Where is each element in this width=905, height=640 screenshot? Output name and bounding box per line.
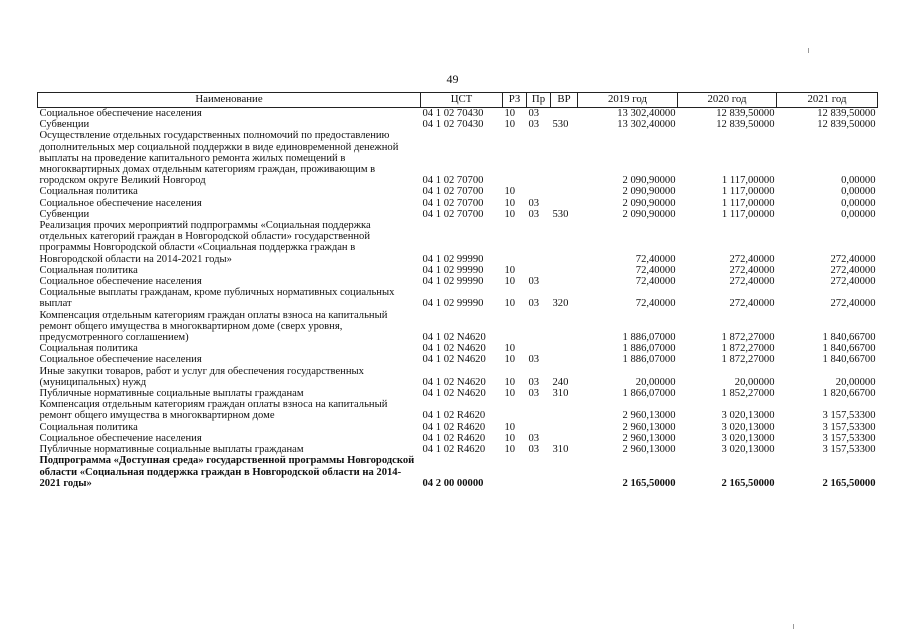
row-2019: 72,40000	[635, 298, 676, 310]
row-rz	[503, 399, 527, 421]
row-rz: 10	[504, 108, 516, 119]
row-2021: 272,40000	[830, 298, 876, 310]
row-2019: 72,40000	[635, 264, 676, 276]
row-2021: 0,00000	[841, 175, 876, 187]
row-vr	[551, 220, 578, 265]
row-cst: 04 1 02 N4620	[422, 332, 486, 344]
table-header-row	[38, 93, 878, 108]
header-rz: РЗ	[503, 93, 527, 108]
row-2020: 1 117,00000	[721, 208, 775, 220]
row-pr: 03	[528, 354, 540, 366]
header-2020: 2020 год	[678, 93, 777, 108]
row-vr	[551, 265, 578, 276]
table-row	[38, 130, 878, 186]
row-2019: 1 866,07000	[622, 388, 676, 400]
row-2021: 0,00000	[841, 186, 876, 198]
table-row	[38, 388, 878, 399]
row-name: Компенсация отдельным категориям граждан оплаты взноса на капитальный ремонт общего имущества в многоквартирном доме (сверх уровня, предусмотренного соглашением)	[39, 309, 388, 344]
row-name: Социальное обеспечение населения	[39, 276, 202, 288]
table-row	[38, 366, 878, 388]
row-vr	[551, 130, 578, 186]
row-cst: 04 1 02 70700	[422, 197, 484, 209]
row-rz	[503, 310, 527, 344]
table-row	[38, 310, 878, 344]
row-2021: 272,40000	[830, 253, 876, 265]
row-vr: 530	[552, 208, 569, 220]
row-name: Осуществление отдельных государственных полномочий по предоставлению дополнительных мер социальной поддержки в виде единовременной денежной выплаты на проведение капитального ремонта жилых помещений в многоквартирных домах отдельным категориям граждан, проживающим в городском округе Великий Новгород	[39, 130, 399, 187]
row-rz: 10	[504, 432, 516, 444]
row-pr	[527, 399, 551, 421]
row-2020: 1 117,00000	[721, 197, 775, 209]
row-name: Компенсация отдельным категориям граждан оплаты взноса на капитальный ремонт общего имущества в многоквартирном доме	[39, 399, 388, 422]
row-rz: 10	[504, 208, 516, 220]
row-2019: 2 960,13000	[622, 421, 676, 433]
row-2019: 2 960,13000	[622, 432, 676, 444]
table-row	[38, 108, 878, 120]
row-2021: 1 820,66700	[822, 388, 876, 400]
row-rz: 10	[504, 388, 516, 400]
row-2020: 1 117,00000	[721, 175, 775, 187]
row-vr	[551, 276, 578, 287]
row-2019: 2 090,90000	[622, 208, 676, 220]
table-body	[38, 108, 878, 489]
row-2019: 2 165,50000	[622, 477, 676, 489]
row-vr: 310	[552, 388, 569, 400]
row-name: Публичные нормативные социальные выплаты гражданам	[39, 388, 304, 400]
row-rz: 10	[504, 197, 516, 209]
row-name: Социальное обеспечение населения	[39, 432, 202, 444]
table-row	[38, 455, 878, 489]
row-pr	[527, 220, 551, 265]
row-rz	[503, 130, 527, 186]
table-row	[38, 287, 878, 309]
row-name: Социальная политика	[39, 343, 138, 355]
table-row	[38, 444, 878, 455]
row-pr: 03	[528, 376, 540, 388]
row-2020: 3 020,13000	[721, 432, 775, 444]
row-rz: 10	[504, 444, 516, 456]
row-vr: 530	[552, 119, 569, 131]
table-row	[38, 186, 878, 197]
row-rz: 10	[504, 276, 516, 288]
row-vr	[551, 455, 578, 489]
header-pr: Пр	[527, 93, 551, 108]
row-cst: 04 1 02 70430	[422, 108, 484, 119]
scan-tick-mark	[793, 624, 794, 629]
row-name: Субвенции	[39, 208, 90, 220]
row-cst: 04 1 02 R4620	[422, 421, 486, 433]
row-2021: 0,00000	[841, 208, 876, 220]
row-vr	[551, 108, 578, 120]
row-pr: 03	[528, 298, 540, 310]
row-2020: 272,40000	[729, 253, 775, 265]
row-2021: 1 840,66700	[822, 343, 876, 355]
table-row	[38, 198, 878, 209]
row-cst: 04 1 02 99990	[422, 298, 484, 310]
row-pr	[527, 343, 551, 354]
row-pr: 03	[528, 197, 540, 209]
row-2021: 12 839,50000	[817, 108, 876, 119]
row-vr: 240	[552, 376, 569, 388]
row-name: Социальное обеспечение населения	[39, 108, 202, 119]
row-2021: 12 839,50000	[817, 119, 876, 131]
table-row	[38, 220, 878, 265]
row-2020: 1 872,27000	[721, 354, 775, 366]
row-2019: 2 090,90000	[622, 197, 676, 209]
row-cst: 04 1 02 70700	[422, 175, 484, 187]
row-2020: 3 020,13000	[721, 444, 775, 456]
row-vr: 320	[552, 298, 569, 310]
row-rz: 10	[504, 354, 516, 366]
row-cst: 04 1 02 70700	[422, 208, 484, 220]
row-2020: 1 852,27000	[721, 388, 775, 400]
table-row	[38, 209, 878, 220]
row-vr	[551, 354, 578, 365]
row-cst: 04 2 00 00000	[422, 477, 484, 489]
row-name: Социальное обеспечение населения	[39, 197, 202, 209]
row-2019: 1 886,07000	[622, 332, 676, 344]
header-vr: ВР	[551, 93, 578, 108]
row-vr	[551, 310, 578, 344]
row-2021: 3 157,53300	[822, 410, 876, 422]
row-2021: 3 157,53300	[822, 432, 876, 444]
row-2019: 72,40000	[635, 253, 676, 265]
row-pr: 03	[528, 276, 540, 288]
row-pr	[527, 186, 551, 197]
row-cst: 04 1 02 99990	[422, 264, 484, 276]
row-pr	[527, 455, 551, 489]
row-rz: 10	[504, 298, 516, 310]
header-name: Наименование	[38, 93, 421, 108]
row-pr: 03	[528, 208, 540, 220]
row-cst: 04 1 02 N4620	[422, 376, 486, 388]
row-vr	[551, 433, 578, 444]
row-2021: 20,00000	[835, 376, 876, 388]
header-cst: ЦСТ	[421, 93, 503, 108]
row-pr	[527, 265, 551, 276]
row-2020: 272,40000	[729, 276, 775, 288]
row-2019: 1 886,07000	[622, 343, 676, 355]
row-rz: 10	[504, 376, 516, 388]
row-pr	[527, 422, 551, 433]
row-2020: 2 165,50000	[721, 477, 775, 489]
row-2021: 1 840,66700	[822, 354, 876, 366]
row-vr	[551, 422, 578, 433]
table-row	[38, 276, 878, 287]
row-pr	[527, 310, 551, 344]
header-2019: 2019 год	[578, 93, 678, 108]
row-name: Социальная политика	[39, 186, 138, 198]
budget-table	[37, 92, 878, 489]
row-cst: 04 1 02 N4620	[422, 354, 486, 366]
row-2021: 272,40000	[830, 264, 876, 276]
row-rz	[503, 220, 527, 265]
row-2019: 2 090,90000	[622, 186, 676, 198]
row-name: Реализация прочих мероприятий подпрограммы «Социальная поддержка отдельных категорий граждан в Новгородской области» государственной программы Новгородской области «Социальная поддержка граждан в Новгородской области на 2014-2021 годы»	[39, 220, 371, 265]
row-rz: 10	[504, 264, 516, 276]
row-name: Иные закупки товаров, работ и услуг для обеспечения государственных (муниципальных) нужд	[39, 365, 364, 388]
row-2020: 12 839,50000	[716, 108, 775, 119]
row-name: Субвенции	[39, 119, 90, 131]
row-cst: 04 1 02 99990	[422, 276, 484, 288]
row-vr	[551, 343, 578, 354]
row-2021: 2 165,50000	[822, 477, 876, 489]
row-cst: 04 1 02 R4620	[422, 432, 486, 444]
row-2021: 3 157,53300	[822, 421, 876, 433]
row-cst: 04 1 02 R4620	[422, 444, 486, 456]
row-2020: 3 020,13000	[721, 410, 775, 422]
row-cst: 04 1 02 70430	[422, 119, 484, 131]
row-cst: 04 1 02 N4620	[422, 388, 486, 400]
row-vr	[551, 399, 578, 421]
row-name: Социальное обеспечение населения	[39, 354, 202, 366]
row-cst: 04 1 02 99990	[422, 253, 484, 265]
row-rz: 10	[504, 421, 516, 433]
row-cst: 04 1 02 70700	[422, 186, 484, 198]
table-row	[38, 265, 878, 276]
table-row	[38, 354, 878, 365]
row-2020: 3 020,13000	[721, 421, 775, 433]
row-name: Подпрограмма «Доступная среда» государственной программы Новгородской области «Социальная поддержка граждан в Новгородской области на 2014-2021 годы»	[39, 455, 415, 489]
row-2020: 272,40000	[729, 298, 775, 310]
scan-tick-mark	[808, 48, 809, 53]
row-name: Публичные нормативные социальные выплаты гражданам	[39, 444, 304, 456]
row-vr	[551, 186, 578, 197]
row-name: Социальная политика	[39, 421, 138, 433]
row-2020: 1 117,00000	[721, 186, 775, 198]
row-pr: 03	[528, 444, 540, 456]
row-2019: 2 090,90000	[622, 175, 676, 187]
row-2019: 2 960,13000	[622, 410, 676, 422]
row-pr: 03	[528, 432, 540, 444]
row-rz: 10	[504, 343, 516, 355]
header-2021: 2021 год	[777, 93, 878, 108]
row-2021: 1 840,66700	[822, 332, 876, 344]
row-rz: 10	[504, 186, 516, 198]
row-2020: 12 839,50000	[716, 119, 775, 131]
row-2020: 272,40000	[729, 264, 775, 276]
row-2021: 3 157,53300	[822, 444, 876, 456]
row-2021: 0,00000	[841, 197, 876, 209]
row-pr	[527, 130, 551, 186]
row-vr: 310	[552, 444, 569, 456]
table-row	[38, 343, 878, 354]
row-2019: 13 302,40000	[617, 108, 676, 119]
row-2019: 1 886,07000	[622, 354, 676, 366]
table-row	[38, 119, 878, 130]
row-name: Социальная политика	[39, 264, 138, 276]
row-pr: 03	[528, 388, 540, 400]
row-2019: 72,40000	[635, 276, 676, 288]
row-2020: 1 872,27000	[721, 332, 775, 344]
row-pr: 03	[528, 119, 540, 131]
row-2019: 20,00000	[635, 376, 676, 388]
row-2019: 2 960,13000	[622, 444, 676, 456]
row-2019: 13 302,40000	[617, 119, 676, 131]
table-row	[38, 422, 878, 433]
page-number: 49	[446, 72, 459, 86]
row-name: Социальные выплаты гражданам, кроме публичных нормативных социальных выплат	[39, 287, 395, 310]
row-pr: 03	[528, 108, 540, 119]
table-row	[38, 433, 878, 444]
row-2020: 1 872,27000	[721, 343, 775, 355]
row-cst: 04 1 02 N4620	[422, 343, 486, 355]
table-row	[38, 399, 878, 421]
row-vr	[551, 198, 578, 209]
row-rz: 10	[504, 119, 516, 131]
row-2021: 272,40000	[830, 276, 876, 288]
row-cst: 04 1 02 R4620	[422, 410, 486, 422]
row-2020: 20,00000	[734, 376, 775, 388]
row-rz	[503, 455, 527, 489]
